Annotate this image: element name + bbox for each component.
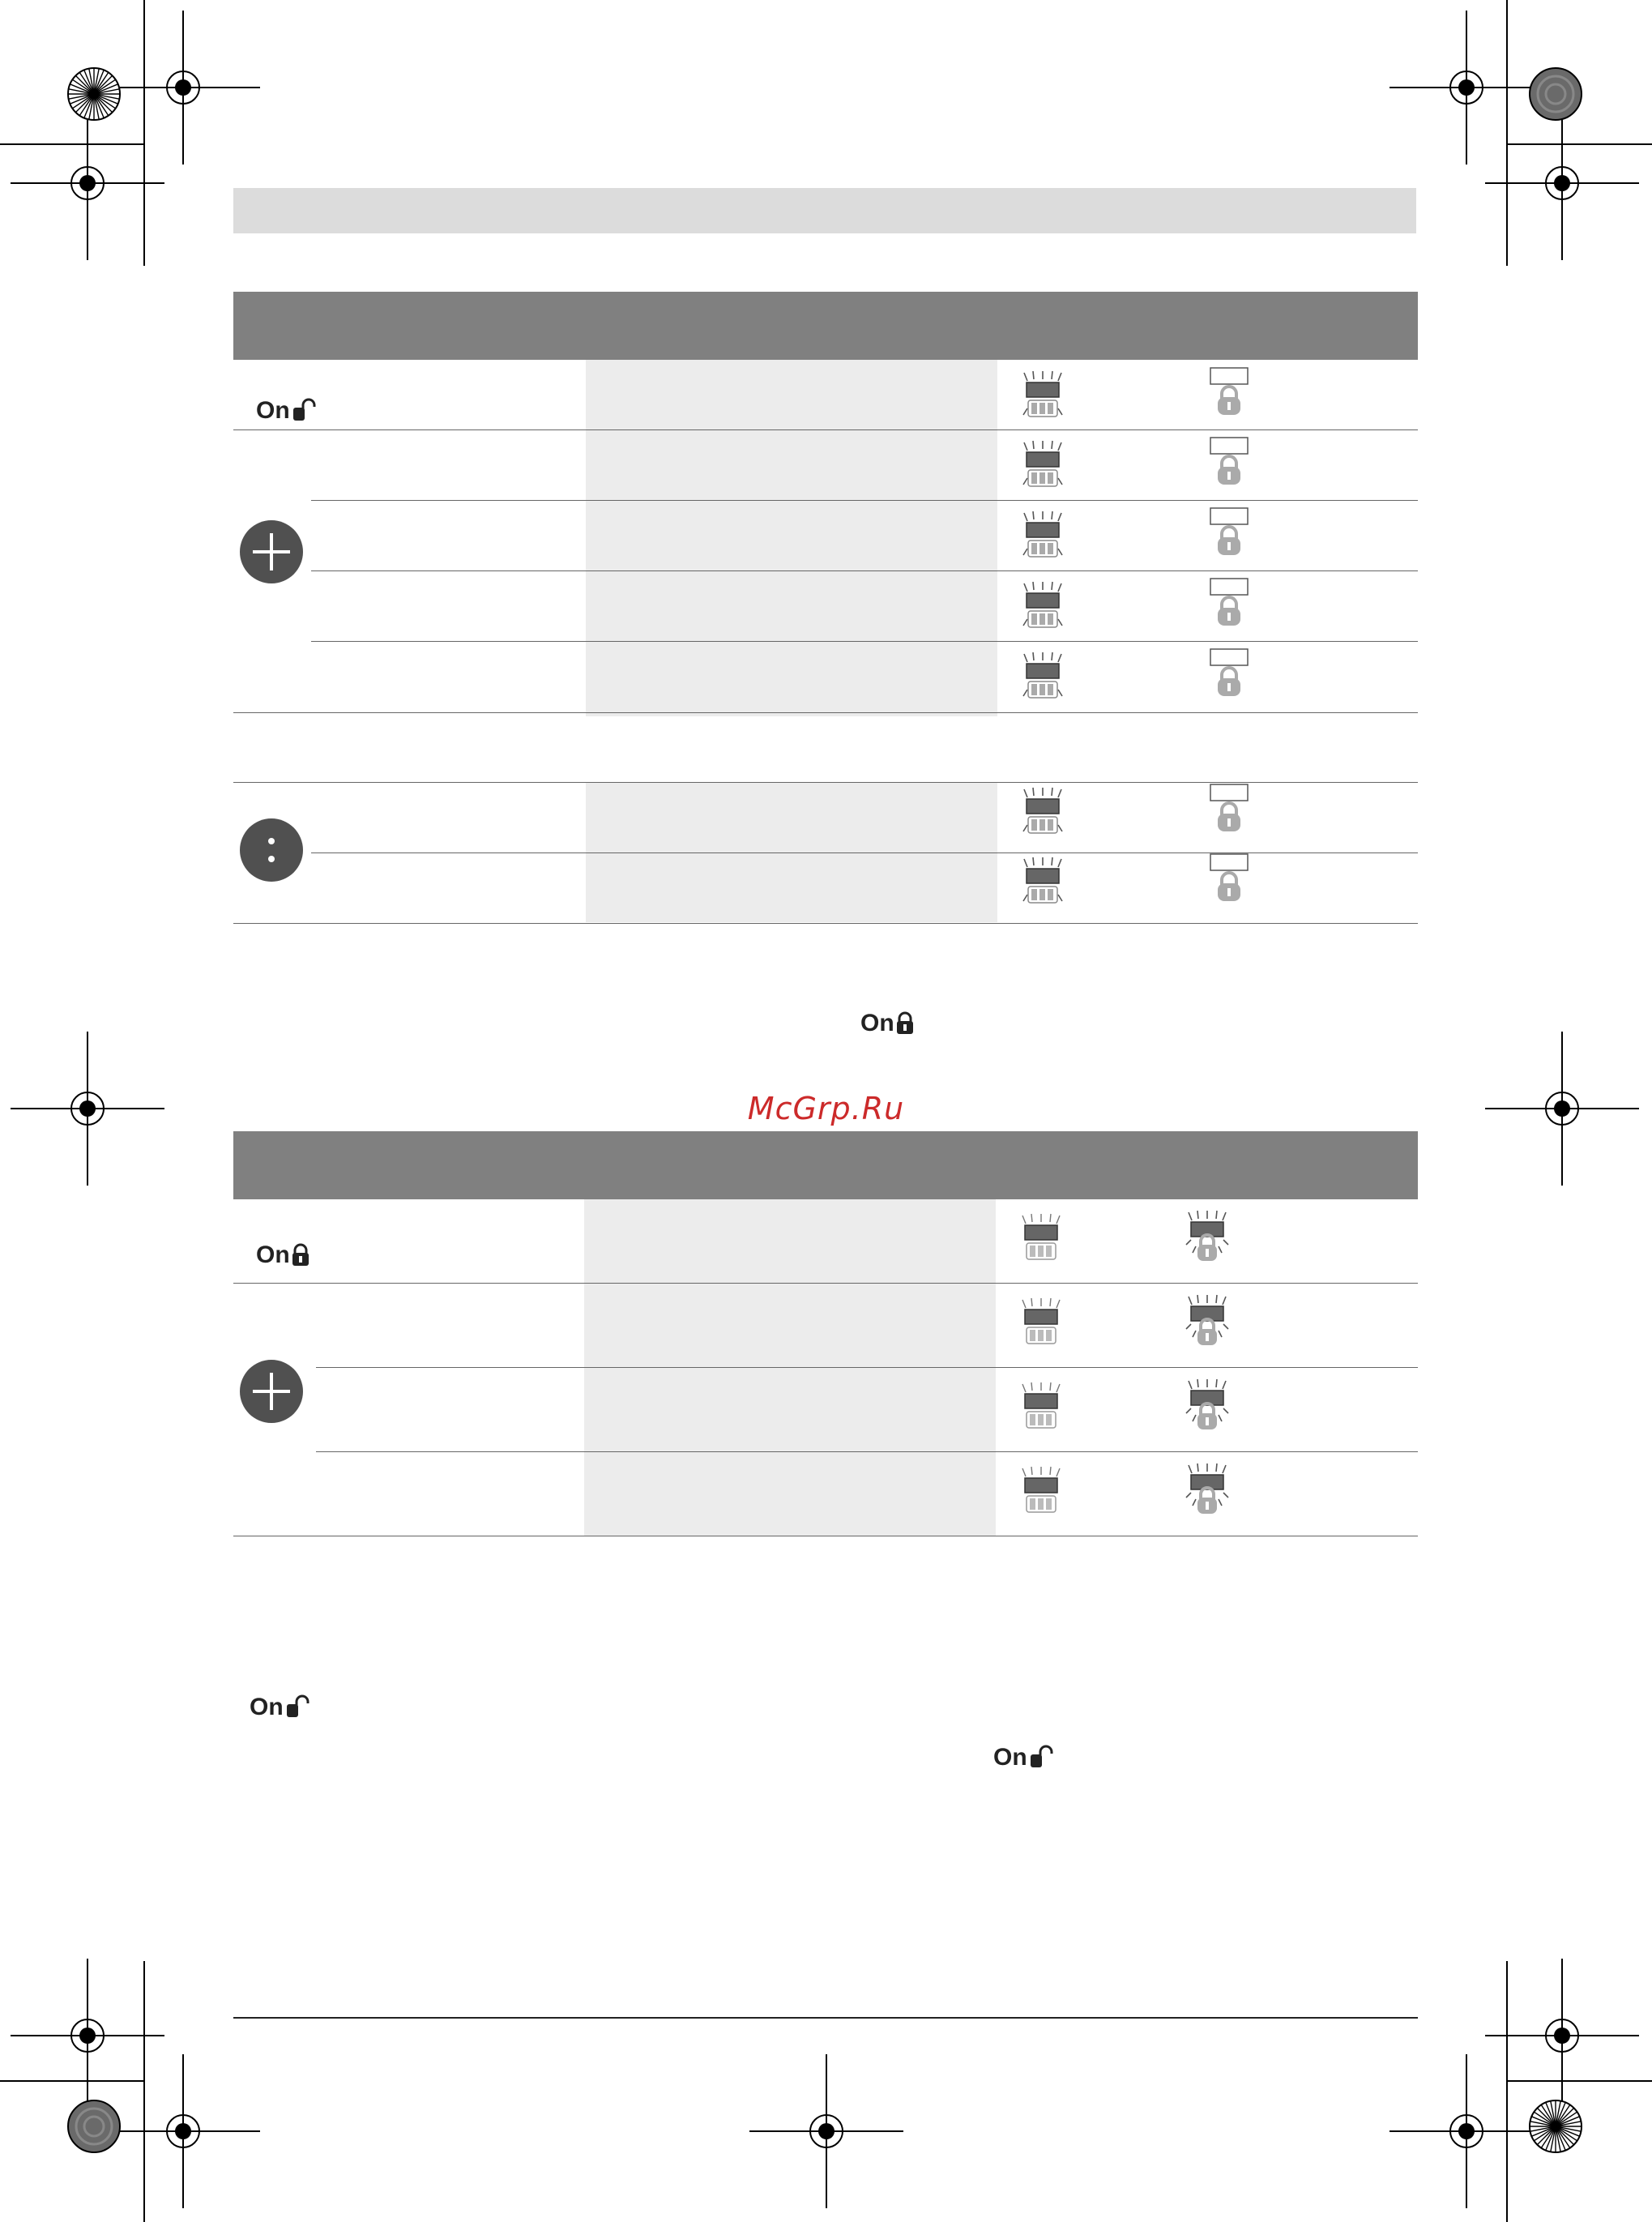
page-header-bar (233, 188, 1416, 233)
lock-open-icon (292, 400, 319, 422)
display-blink-icon (1023, 371, 1062, 417)
crosshair-icon (11, 1959, 164, 2113)
display-steady-icon (1022, 1382, 1060, 1428)
plus-button (238, 519, 305, 585)
lock-blink-icon (1186, 1379, 1228, 1429)
on-unlocked-text-label: On (993, 1744, 1057, 1771)
lock-closed-icon (1210, 784, 1248, 831)
table2-header (233, 1131, 1418, 1199)
table2-middle-column (584, 1199, 996, 1536)
on-locked-label: On (256, 1241, 309, 1269)
display-blink-icon (1023, 857, 1062, 903)
table1-status-icons (1018, 360, 1358, 927)
crosshair-icon (11, 106, 164, 260)
display-blink-icon (1023, 441, 1062, 486)
display-steady-icon (1022, 1467, 1060, 1512)
lock-closed-icon (1210, 649, 1248, 696)
lock-blink-icon (1186, 1295, 1228, 1345)
display-steady-icon (1022, 1298, 1060, 1344)
color-wheel-icon (1530, 2100, 1582, 2152)
crosshair-icon (749, 2054, 903, 2208)
lock-closed-icon (1210, 508, 1248, 555)
color-wheel-icon (68, 2100, 120, 2152)
on-locked-note-label: On (860, 1010, 914, 1037)
lock-closed-icon (1210, 368, 1248, 415)
display-blink-icon (1023, 582, 1062, 627)
lock-closed-icon (1210, 854, 1248, 901)
lock-blink-icon (1186, 1464, 1228, 1514)
lock-closed-icon (1210, 438, 1248, 485)
plus-button (238, 1358, 305, 1425)
display-blink-icon (1023, 652, 1062, 698)
lock-closed-icon (292, 1243, 309, 1267)
color-wheel-icon (68, 68, 120, 120)
menu-button (238, 817, 305, 883)
crosshair-icon (1485, 106, 1639, 260)
table2-status-icons (1018, 1199, 1358, 1540)
crosshair-icon (106, 11, 260, 165)
crosshair-icon (1389, 2054, 1543, 2208)
crosshair-icon (106, 2054, 260, 2208)
table1-middle-column (586, 360, 997, 716)
lock-open-icon (285, 1696, 313, 1719)
display-steady-icon (1022, 1214, 1060, 1259)
display-blink-icon (1023, 511, 1062, 557)
lock-open-icon (1029, 1746, 1057, 1769)
lock-blink-icon (1186, 1211, 1228, 1261)
display-blink-icon (1023, 788, 1062, 833)
color-wheel-icon (1530, 68, 1582, 120)
on-unlocked-label: On (256, 397, 319, 425)
crosshair-icon (1485, 1959, 1639, 2113)
table1-header (233, 292, 1418, 360)
lock-closed-icon (1210, 579, 1248, 626)
crosshair-icon (1389, 11, 1543, 165)
lock-closed-icon (896, 1011, 914, 1036)
watermark: McGrp.Ru (747, 1091, 905, 1126)
footer-rule (233, 2017, 1418, 2019)
on-unlocked-text-label: On (250, 1694, 313, 1721)
